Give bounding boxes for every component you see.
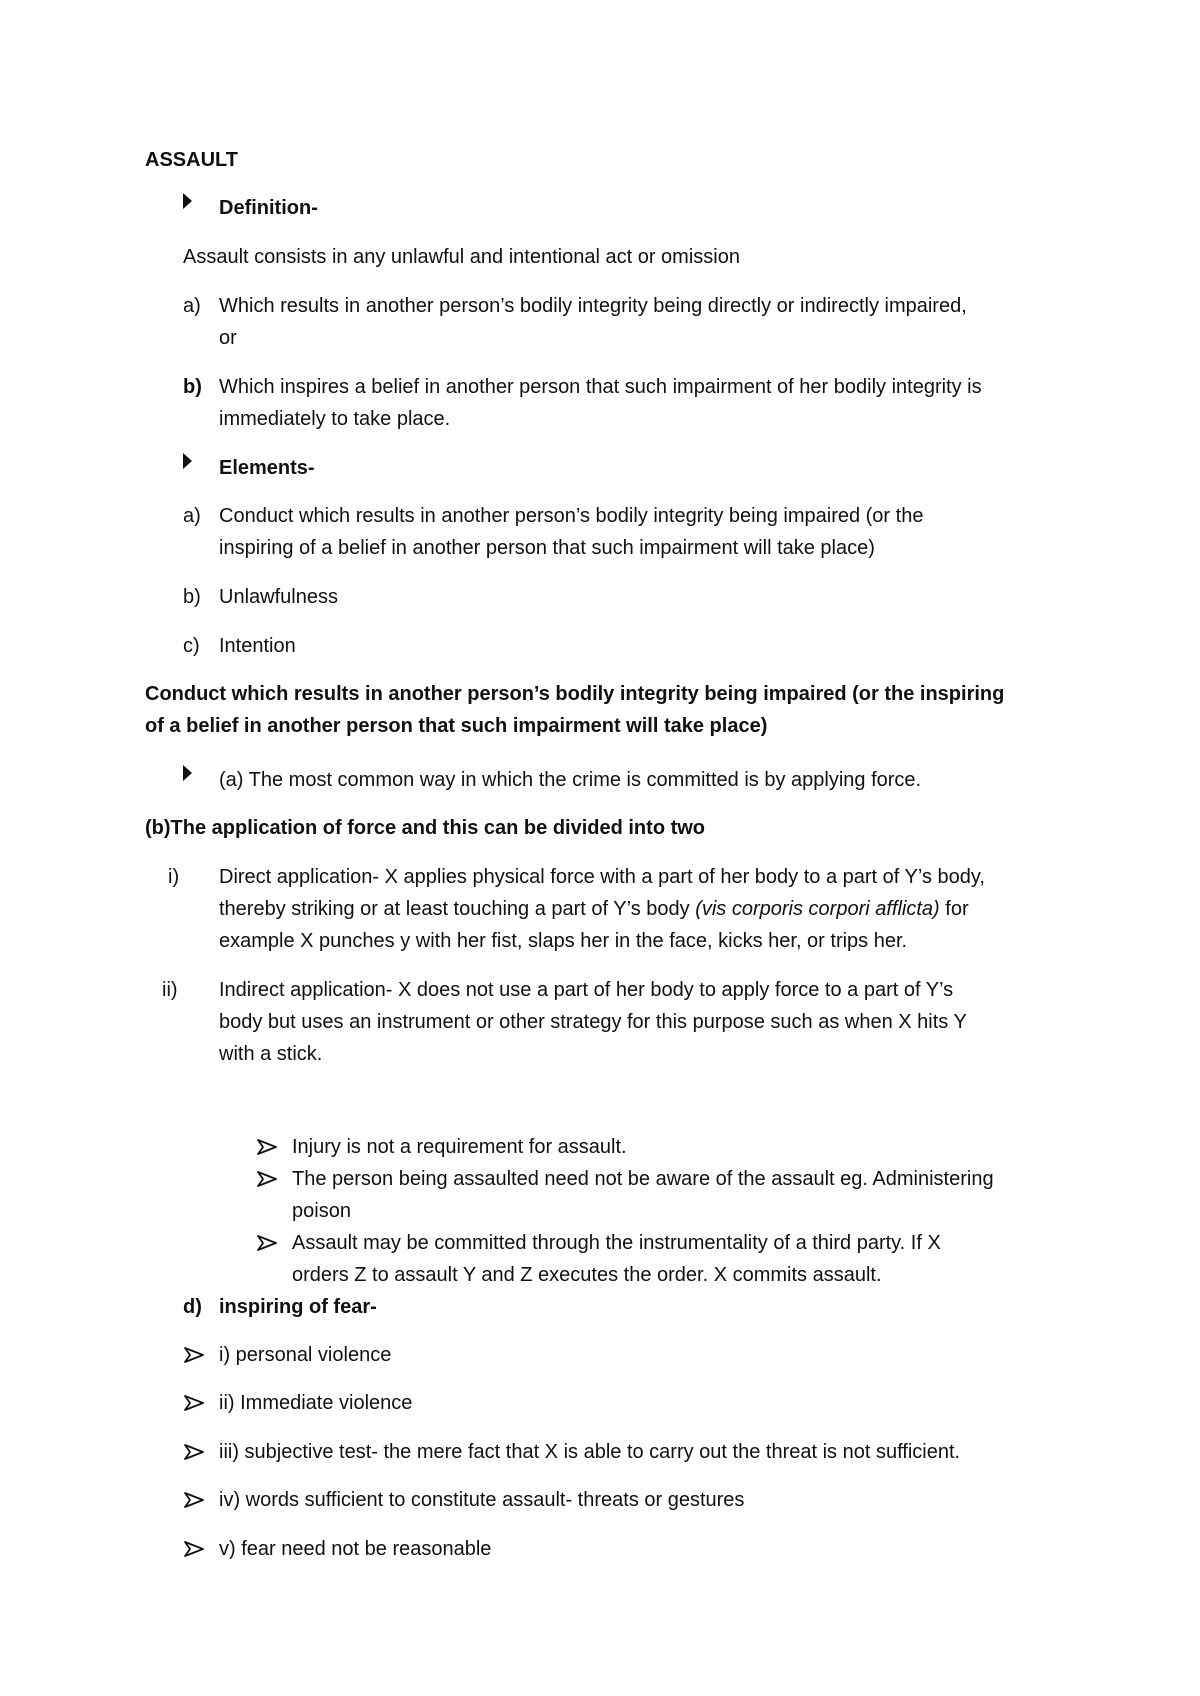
conduct-heading-line: Conduct which results in another person’s bodily integrity being impaired (or the inspiring — [145, 683, 1005, 705]
note-line: orders Z to assault Y and Z executes the order. X commits assault. — [292, 1264, 882, 1286]
list-marker: a) — [183, 505, 201, 527]
note-line: poison — [292, 1200, 351, 1222]
text-run: for — [939, 898, 969, 920]
list-marker: a) — [183, 295, 201, 317]
fear-item: ii) Immediate violence — [219, 1392, 413, 1414]
triangle-bullet-icon — [183, 453, 192, 469]
list-item-line: immediately to take place. — [219, 408, 451, 430]
force-heading-b: (b)The application of force and this can be divided into two — [145, 817, 706, 839]
arrow-bullet-icon — [183, 1540, 205, 1558]
list-item — [219, 500, 1069, 564]
list-item-line: example X punches y with her fist, slaps her in the face, kicks her, or trips her. — [219, 930, 908, 952]
direct-application — [219, 861, 1069, 957]
list-item-line — [219, 893, 1069, 925]
definition-heading: Definition- — [219, 197, 318, 219]
conduct-heading — [145, 678, 1065, 742]
list-item-line: Direct application- X applies physical force with a part of her body to a part of Y’s body, — [219, 866, 985, 888]
list-item: Intention — [219, 635, 296, 657]
list-marker: c) — [183, 635, 200, 657]
arrow-bullet-icon — [183, 1443, 205, 1461]
list-item-line: inspiring of a belief in another person that such impairment will take place) — [219, 537, 875, 559]
fear-item: iv) words sufficient to constitute assault- threats or gestures — [219, 1489, 745, 1511]
fear-item: v) fear need not be reasonable — [219, 1538, 492, 1560]
list-item-line: body but uses an instrument or other strategy for this purpose such as when X hits Y — [219, 1011, 967, 1033]
latin-phrase: (vis corporis corpori afflicta) — [695, 898, 940, 920]
note-item: Injury is not a requirement for assault. — [292, 1136, 627, 1158]
arrow-bullet-icon — [183, 1491, 205, 1509]
list-item — [219, 290, 1069, 354]
arrow-bullet-icon — [256, 1138, 278, 1156]
list-item: Unlawfulness — [219, 586, 338, 608]
conduct-heading-line: of a belief in another person that such impairment will take place) — [145, 715, 768, 737]
list-item-line: Which inspires a belief in another person that such impairment of her bodily integrity is — [219, 376, 982, 398]
fear-item: i) personal violence — [219, 1344, 392, 1366]
list-marker: d) — [183, 1296, 202, 1318]
list-marker: ii) — [162, 979, 178, 1001]
arrow-bullet-icon — [256, 1234, 278, 1252]
document-title: ASSAULT — [145, 149, 238, 171]
triangle-bullet-icon — [183, 193, 192, 209]
list-item — [219, 371, 1069, 435]
fear-heading: inspiring of fear- — [219, 1296, 377, 1318]
arrow-bullet-icon — [183, 1394, 205, 1412]
note-item — [292, 1227, 1082, 1291]
force-bullet-a: (a) The most common way in which the crime is committed is by applying force. — [219, 769, 922, 791]
list-item-line: with a stick. — [219, 1043, 323, 1065]
list-item-line: Which results in another person’s bodily integrity being directly or indirectly impaired, — [219, 295, 967, 317]
list-marker: b) — [183, 586, 201, 608]
list-marker: b) — [183, 376, 202, 398]
note-line: The person being assaulted need not be aware of the assault eg. Administering — [292, 1168, 994, 1190]
triangle-bullet-icon — [183, 765, 192, 781]
text-run: thereby striking or at least touching a part of Y’s body — [219, 898, 696, 920]
indirect-application — [219, 974, 1069, 1070]
arrow-bullet-icon — [256, 1170, 278, 1188]
list-item-line: Conduct which results in another person’s bodily integrity being impaired (or the — [219, 505, 924, 527]
fear-item: iii) subjective test- the mere fact that X is able to carry out the threat is not sufficient. — [219, 1441, 961, 1463]
note-line: Assault may be committed through the instrumentality of a third party. If X — [292, 1232, 941, 1254]
note-item — [292, 1163, 1082, 1227]
list-marker: i) — [168, 866, 180, 888]
elements-heading: Elements- — [219, 457, 315, 479]
arrow-bullet-icon — [183, 1346, 205, 1364]
definition-intro: Assault consists in any unlawful and intentional act or omission — [183, 246, 740, 268]
list-item-line: Indirect application- X does not use a part of her body to apply force to a part of Y’s — [219, 979, 954, 1001]
list-item-line: or — [219, 327, 237, 349]
